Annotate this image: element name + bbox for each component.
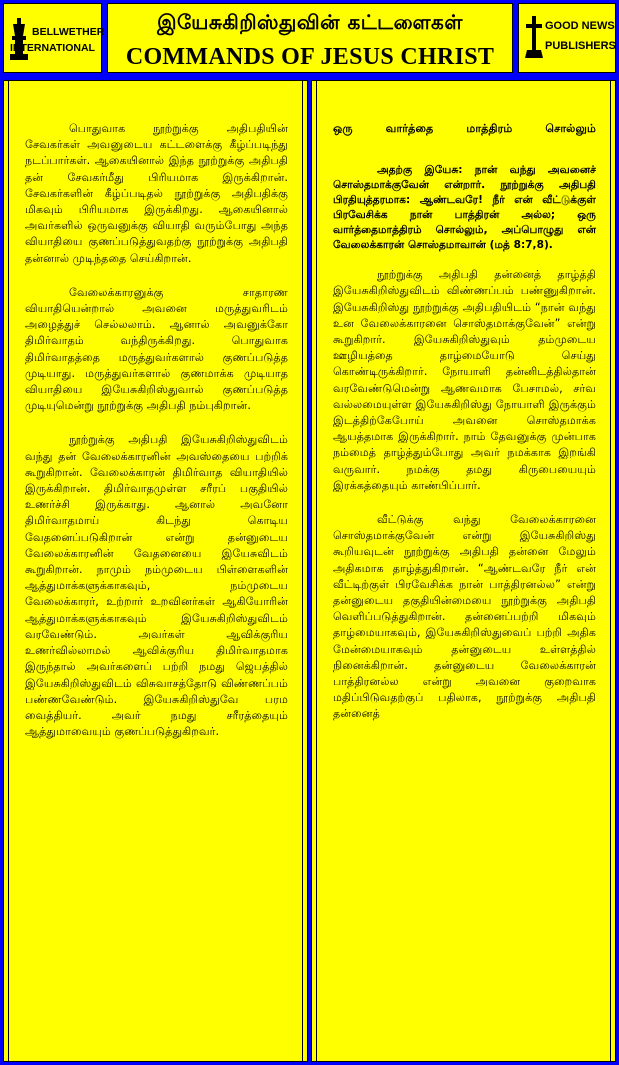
- bellwether-logo: [3, 3, 105, 73]
- page-title-english: COMMANDS OF JESUS CHRIST: [125, 44, 495, 70]
- right-column: [311, 80, 616, 1062]
- header: [0, 0, 619, 80]
- logo-left-line1: BELLWETHER: [32, 26, 105, 38]
- scripture-quote: அதற்கு இயேசு: நான் வந்து அவனைச் சொஸ்தமாக்குவேன் என்றார். நூற்றுக்கு அதிபதி பிரதியுத்தரமாக: ஆண்டவரே! நீர் என் வீட்டுக்குள் பிரவேசிக்க நான் பாத்திரன் அல்ல; ஒரு வார்த்தைமாத்திரம் சொல்லும், அப்பொழுது என் வேலைக்காரன் சொஸ்தமாவான் (மத் 8:7,8).: [333, 164, 596, 252]
- cross-icon: [525, 14, 543, 60]
- paragraph: நூற்றுக்கு அதிபதி இயேசுகிறிஸ்துவிடம் வந்து தன் வேலைக்காரனின் அவஸ்தையை பற்றிக் கூறுகிறான். வேலைக்காரன் திமிர்வாத வியாதியில் இருக்கிறான். திமிர்வாதமுள்ள சரீரப் பகுதியில் உணர்ச்சி இருக்காது. ஆனால் அவனோ திமிர்வாதமாய் கிடந்து கொடிய வேதனைப்படுகிறான் என்று தன்னுடைய வேலைக்காரனின் வேதனையை இயேசுவிடம் கூறுகிறான். நாமும் நம்முடைய பிள்ளைகளின் ஆத்துமாக்களுக்காகவும், நம்முடைய வேலைக்காரர், உற்றார் உறவினர்கள் ஆகியோரின் ஆத்துமாக்களுக்காகவும் இயேசுகிறிஸ்துவிடம் வரவேண்டும். அவர்கள் ஆவிக்குரிய உணர்வில்லாமல் ஆவிக்குரிய திமிர்வாதமாக இருந்தால் அவர்களைப் பற்றி நமது ஜெபத்தில் இயேசுகிறிஸ்துவிடம் விசுவாசத்தோடு விண்ணப்பம் பண்ணவேண்டும். இயேசுகிறிஸ்துவே பரம வைத்தியர். அவர் நமது சரீரத்தையும் ஆத்துமாவையும் குணப்படுத்துகிறவர்.: [25, 433, 288, 739]
- bell-tower-icon: [10, 16, 28, 62]
- paragraph: வீட்டுக்கு வந்து வேலைக்காரனை சொஸ்தமாக்குவேன் என்று இயேசுகிறிஸ்து கூறியவுடன் நூற்றுக்கு அதிபதி தன்னை மேலும் அதிகமாக தாழ்த்துகிறான். “ஆண்டவரே நீர் என் வீட்டிற்குள் பிரவேசிக்க நான் பாத்திரனல்ல” என்று தன்னுடைய தகுதியின்மையை நூற்றுக்கு அதிபதி வெளிப்படுத்துகிறான். தன்னைப்பற்றி மிகவும் தாழ்மையாகவும், இயேசுகிறிஸ்துவைப் பற்றி அதிக மேன்மையாகவும் தன்னுடைய உள்ளத்தில் நினைக்கிறான். தன்னுடைய வேலைக்காரன் பாத்திரனல்ல என்று அவனை குறைவாக மதிப்பிடுவதற்குப் பதிலாக, நூற்றுக்கு அதிபதி தன்னைத்: [333, 513, 596, 721]
- logo-right-line1: GOOD NEWS: [545, 20, 615, 32]
- section-heading: ஒரு வார்த்தை மாத்திரம் சொல்லும்: [333, 122, 596, 135]
- title-banner: [107, 3, 513, 73]
- paragraph: பொதுவாக நூற்றுக்கு அதிபதியின் சேவகர்கள் அவனுடைய கட்டளைக்கு கீழ்ப்படிந்து நடப்பார்கள். ஆகையினால் இந்த நூற்றுக்கு அதிபதி தன் சேவகர்மீது பிரியமாக இருக்கிறான். சேவகர்களின் கீழ்ப்படிதல் நூற்றுக்கு அதிபதிக்கு மிகவும் பிரியமாக இருக்கிறது. ஆகையினால் அவர்களில் ஒருவனுக்கு வியாதி வரும்போது அந்த வியாதியை குணப்படுத்துவதற்கு நூற்றுக்கு அதிபதி தன்னால் முடிந்ததை செய்கிறான்.: [25, 122, 288, 265]
- paragraph: நூற்றுக்கு அதிபதி தன்னைத் தாழ்த்தி இயேசுகிறிஸ்துவிடம் விண்ணப்பம் பண்ணுகிறான். இயேசுகிறிஸ்து நூற்றுக்கு அதிபதியிடம் “நான் வந்து உன வேலைக்காரனை சொஸ்தமாக்குவேன்” என்று கூறுகிறார். இயேசுகிறிஸ்துவும் தம்முடைய ஊழியத்தை தாழ்மையோடு செய்து கொண்டிருக்கிறார். நோயாளி தன்னிடத்தில்தான் வரவேண்டுமென்று ஆணவமாக பேசாமல், சர்வ வல்லமையுள்ள இயேசுகிறிஸ்து நோயாளி இருக்கும் இடத்திற்கேபோய் அவனை சொஸ்தமாக்க ஆயத்தமாக இருக்கிறார். நாம் தேவனுக்கு முன்பாக நம்மைத் தாழ்த்தும்போது அவர் நமக்காக இறங்கி வருவார். நமக்கு தமது கிருபையையும் இரக்கத்தையும் காண்பிப்பார்.: [333, 268, 596, 492]
- left-column: [3, 80, 308, 1062]
- left-column-text: [25, 121, 288, 758]
- logo-left-line2: INTERNATIONAL: [10, 42, 95, 54]
- right-column-text: [333, 121, 596, 741]
- good-news-logo: [518, 3, 616, 73]
- paragraph: வேலைக்காரனுக்கு சாதாரண வியாதியென்றால் அவனை மருத்துவரிடம் அழைத்துச் செல்லலாம். ஆனால் அவனுக்கோ திமிர்வாதம் வந்திருக்கிறது. பொதுவாக திமிர்வாதத்தை மருத்துவர்களால் குணப்படுத்த முடியாது. மருத்துவர்களால் குணமாக்க முடியாத வியாதியை இயேசுகிறிஸ்துவால் குணப்படுத்த முடியுமென்று நூற்றுக்கு அதிபதி நம்புகிறான்.: [25, 285, 288, 413]
- logo-right-line2: PUBLISHERS: [545, 40, 616, 52]
- page-title-tamil: இயேசுகிறிஸ்துவின் கட்டளைகள்: [157, 10, 463, 34]
